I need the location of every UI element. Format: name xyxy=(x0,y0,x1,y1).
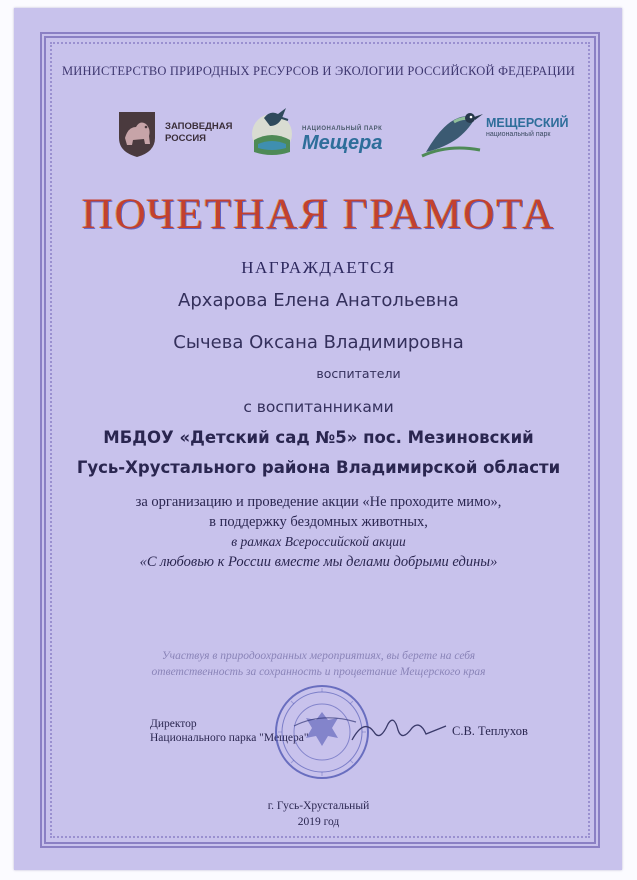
motto-line-1: Участвуя в природоохранных мероприятиях, вы берете на себя xyxy=(161,650,476,662)
awarded-label: НАГРАЖДАЕТСЯ xyxy=(241,258,396,277)
meshchera-logo xyxy=(248,100,383,165)
reason-line-4: «С любовью к России вместе мы делами добрыми едины» xyxy=(139,554,498,570)
woodpecker-icon xyxy=(418,104,484,162)
director-title-1: Директор xyxy=(150,718,197,730)
meshchersky-name: МЕЩЕРСКИЙ xyxy=(486,116,569,130)
organization-line-1: МБДОУ «Детский сад №5» пос. Мезиновский xyxy=(103,428,534,447)
reason-line-3: в рамках Всероссийской акции xyxy=(231,534,406,549)
organization-line-2: Гусь-Хрустального района Владимирской области xyxy=(76,458,561,477)
certificate-title: ПОЧЕТНАЯ ГРАМОТА xyxy=(81,191,556,238)
meshchersky-logo xyxy=(418,104,569,167)
bear-emblem-icon xyxy=(116,108,158,158)
meshchera-name: Мещера xyxy=(302,132,383,154)
meshchersky-caption: национальный парк xyxy=(486,131,551,138)
recipient-role: воспитатели xyxy=(316,366,401,381)
recipient-name-1: Архарова Елена Анатольевна xyxy=(178,290,459,311)
with-pupils-label: с воспитанниками xyxy=(243,398,394,416)
zapovednaya-line1: ЗАПОВЕДНАЯ xyxy=(165,121,233,132)
meshchera-caption: НАЦИОНАЛЬНЫЙ ПАРК xyxy=(302,126,383,132)
director-title-2: Национального парка "Мещера" xyxy=(150,732,309,744)
bird-landscape-icon xyxy=(248,100,296,160)
signature-icon xyxy=(350,712,450,748)
zapovednaya-logo xyxy=(116,108,233,163)
ministry-header: МИНИСТЕРСТВО ПРИРОДНЫХ РЕСУРСОВ И ЭКОЛОГИИ РОССИЙСКОЙ ФЕДЕРАЦИИ xyxy=(61,64,576,78)
place-label: г. Гусь-Хрустальный xyxy=(267,800,370,812)
zapovednaya-line2: РОССИЯ xyxy=(165,133,206,144)
reason-line-1: за организацию и проведение акции «Не проходите мимо», xyxy=(135,494,502,510)
reason-line-2: в поддержку бездомных животных, xyxy=(209,514,428,530)
motto-line-2: ответственность за сохранность и процветание Мещерского края xyxy=(151,666,486,678)
director-name: С.В. Теплухов xyxy=(452,724,528,738)
year-label: 2019 год xyxy=(297,816,340,828)
recipient-name-2: Сычева Оксана Владимировна xyxy=(173,332,464,353)
